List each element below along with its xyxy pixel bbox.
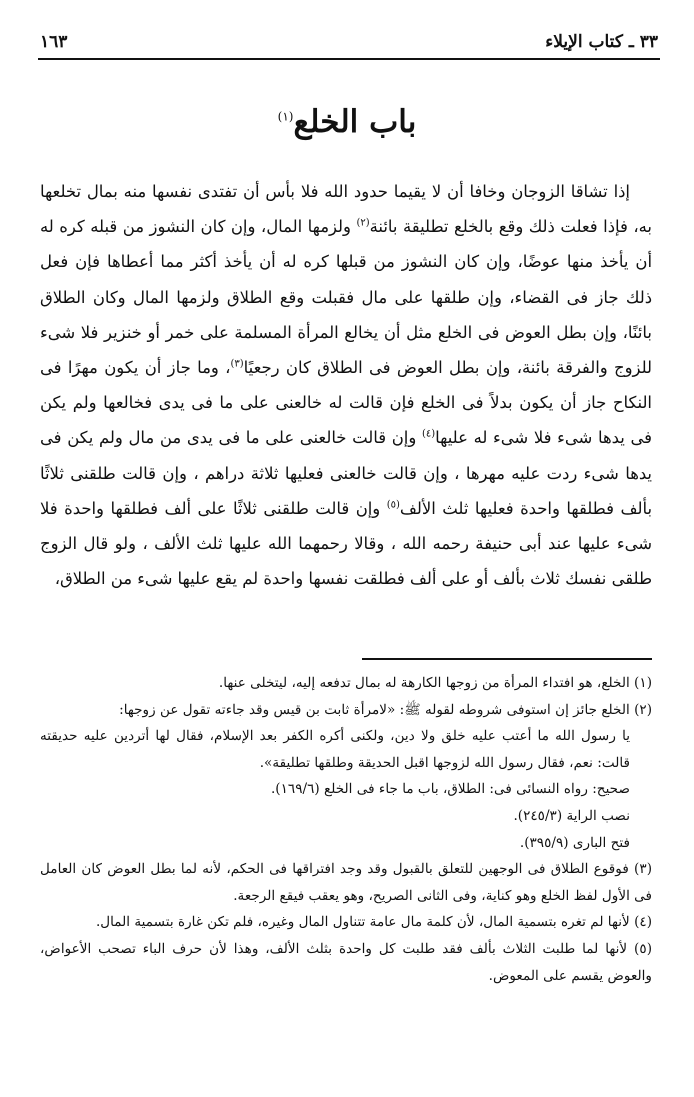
section-title bbox=[0, 104, 694, 140]
text-part-5: وإن قالت طلقنى ثلاثًا على ألف فطلقها واحدة فلا شىء عليها عند أبى حنيفة رحمه الله ، وقالا رحمهما الله عليها ثلث الألف ، ولو قال الزوج طلقى نفسك ثلاث بألف أو على ألف فطلقت نفسها واحدة لم يقع عليها شىء من الطلاق، bbox=[40, 498, 652, 589]
section-title-text: باب الخلع bbox=[293, 104, 417, 140]
footnote-3: (٣) فوقوع الطلاق فى الوجهين للتعلق بالقبول وقد وجد افتراقها فى الحكم، لأنه لما بطل العوض كان العامل فى الأول لفظ الخلع وهو كناية، وفى الثانى الصريح، وهو يعقب فيقع الرجعة. bbox=[40, 861, 652, 904]
footnote-4: (٤) لأنها لم تغره بتسمية المال، لأن كلمة مال عامة تتناول المال وغيره، فلم تكن غارة بتسمية المال. bbox=[95, 914, 652, 931]
text-part-4: وإن قالت خالعنى على ما فى يدى من مال ولم يكن فى يدها شىء ردت عليه مهرها ، وإن قالت خالعنى فعليها ثلاثة دراهم ، وإن قالت طلقنى ثلاثًا بألف فطلقها واحدة فعليها ثلث الألف bbox=[40, 428, 652, 518]
footnote-2-source-2: نصب الراية (٢٤٥/٣). bbox=[513, 807, 630, 824]
main-paragraph bbox=[40, 174, 652, 596]
text-part-2: ولزمها المال، وإن كان النشوز من قبله كره له أن يأخذ منها عوضًا، وإن كان النشوز من قبلها كره له أن يأخذ أكثر مما أعطاها فإن فعل ذلك جاز فى القضاء، وإن طلقها على مال فقبلت وقع الطلاق ولزمها المال وكان الطلاق بائنًا، وإن بطل العوض فى الخلع مثل أن يخالع المرأة المسلمة على خمر أو خنزير فلا شىء للزوج والفرقة بائنة، وإن بطل العوض فى الطلاق كان رجعيًا bbox=[40, 217, 653, 378]
footnote-2-continued: يا رسول الله ما أعتب عليه خلق ولا دين، ولكنى أكره الكفر بعد الإسلام، فقال لها أتردين عليه حديقته قالت: نعم، فقال رسول الله لزوجها اقبل الحديقة وطلقها تطليقة». bbox=[40, 728, 630, 771]
footnote-ref-2: (٢) bbox=[356, 217, 370, 229]
header-divider bbox=[38, 58, 660, 60]
footnote-ref-3: (٣) bbox=[230, 358, 244, 370]
footnote-ref-4: (٤) bbox=[421, 428, 436, 440]
footnote-2: (٢) الخلع جائز إن استوفى شروطه لقوله ﷺ: «لامرأة ثابت بن قيس وقد جاءته تقول عن زوجها: bbox=[119, 701, 652, 718]
footnote-1: (١) الخلع، هو افتداء المرأة من زوجها الكارهة له بمال تدفعه إليه، ليتخلى عنها. bbox=[218, 675, 652, 691]
page-header bbox=[40, 28, 658, 56]
footnote-2-source-3: فتح البارى (٣٩٥/٩). bbox=[519, 834, 630, 851]
footnote-5: (٥) لأنها لما طلبت الثلاث بألف فقد طلبت كل واحدة بثلث الألف، وهذا لأن حرف الباء تصحب الأعواض، والعوض يقسم على المعوض. bbox=[40, 940, 652, 984]
footnote-divider bbox=[362, 658, 652, 660]
text-part-3: ، وما جاز أن يكون مهرًا فى النكاح جاز أن يكون بدلاً فى الخلع فإن قالت له خالعنى على ما فى يدى فخالعها ولم يكن فى يدها شىء فلا شىء له عليها bbox=[40, 358, 652, 448]
chapter-label: ٣٣ ـ كتاب الإيلاء bbox=[545, 32, 658, 52]
footnote-ref-1: (١) bbox=[277, 109, 294, 124]
footnote-ref-5: (٥) bbox=[386, 499, 400, 511]
text-part-1: إذا تشاقا الزوجان وخافا أن لا يقيما حدود الله فلا بأس أن تفتدى نفسها منه بمال تخلعها به، فإذا فعلت ذلك وقع بالخلع تطليقة بائنة bbox=[40, 182, 652, 237]
footnote-2-source-1: صحيح: رواه النسائى فى: الطلاق، باب ما جاء فى الخلع (١٦٩/٦). bbox=[270, 781, 630, 798]
footnotes bbox=[40, 670, 652, 989]
main-text bbox=[40, 174, 652, 596]
page-number: ١٦٣ bbox=[40, 32, 68, 52]
